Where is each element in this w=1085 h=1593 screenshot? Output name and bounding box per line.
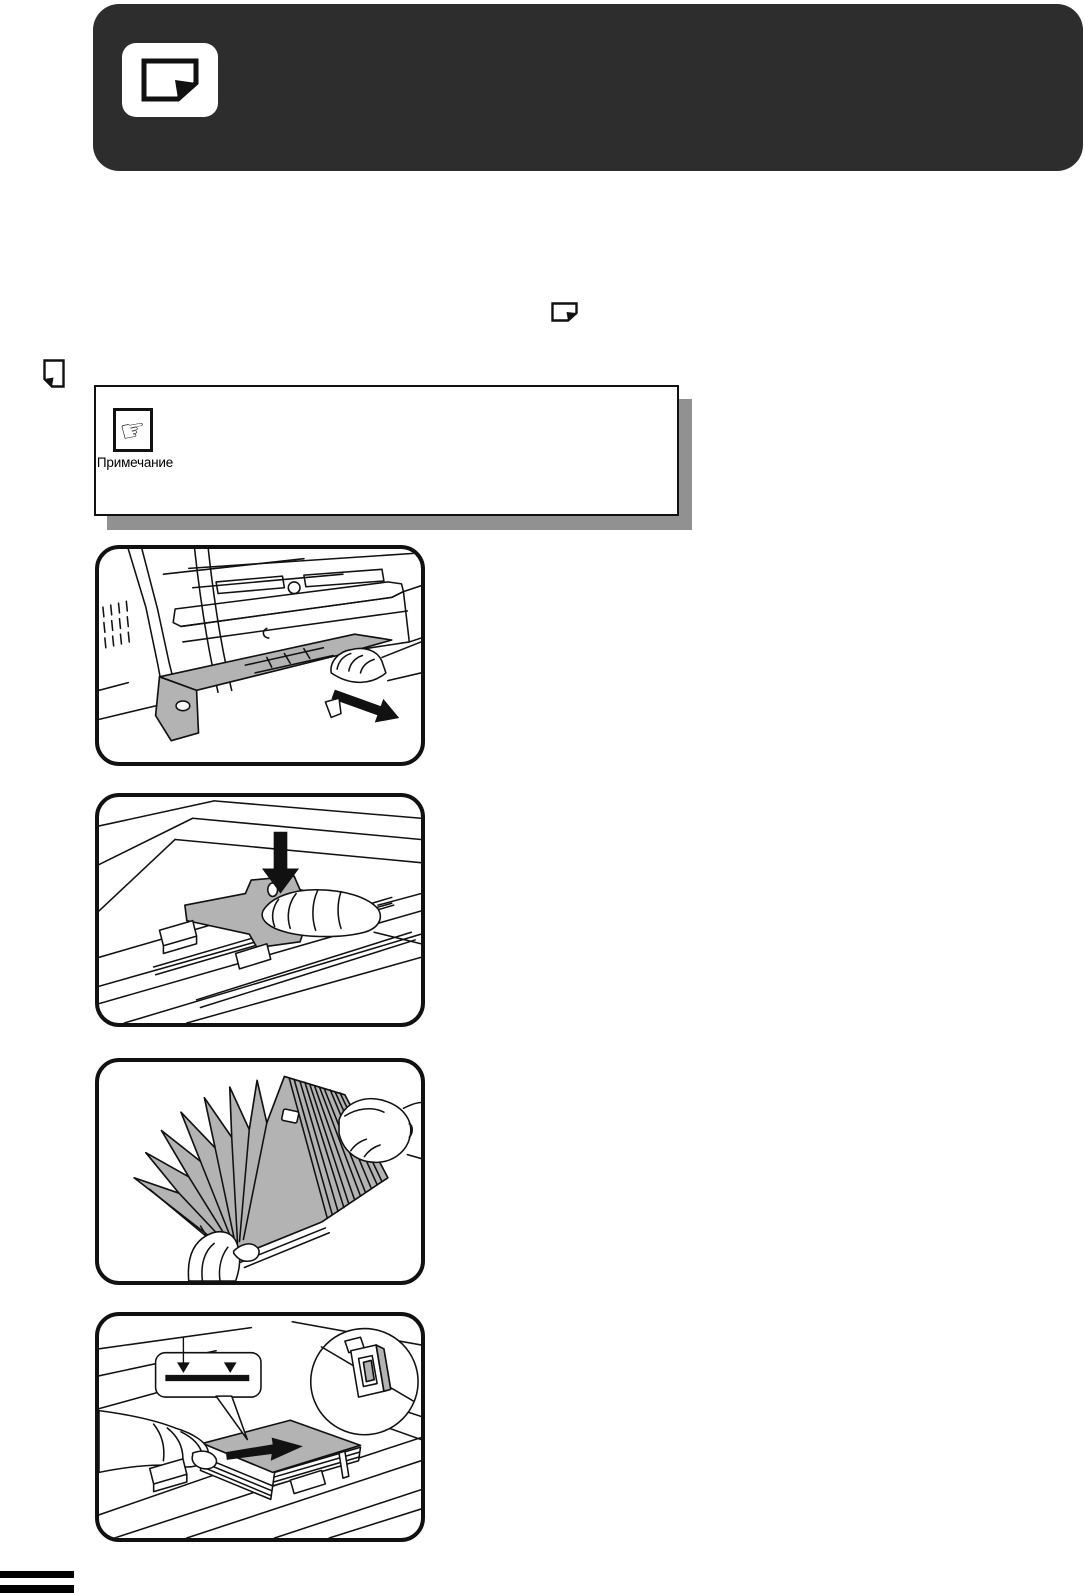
line-art-pull-out-tray bbox=[99, 549, 421, 762]
folded-page-glyph bbox=[140, 57, 200, 103]
line-art-press-plate bbox=[99, 797, 421, 1023]
page-marker-bar bbox=[0, 1585, 74, 1593]
thumb-notch bbox=[281, 1109, 299, 1124]
line-art-fan-paper bbox=[99, 1062, 421, 1281]
pull-direction-arrow bbox=[332, 690, 400, 723]
pointing-hand-glyph: ☞ bbox=[117, 410, 149, 449]
copier-body bbox=[99, 549, 421, 719]
arrow-tail-flag bbox=[325, 698, 341, 717]
paper-stack bbox=[200, 1420, 360, 1499]
folded-page-icon bbox=[122, 43, 218, 117]
note-label: Примечание bbox=[96, 455, 174, 470]
illustration-press-plate bbox=[95, 793, 425, 1027]
paper-limit-callout bbox=[156, 1337, 261, 1439]
chapter-header-bar bbox=[93, 4, 1083, 171]
folded-page-landscape-icon bbox=[551, 302, 578, 322]
max-level-line bbox=[165, 1375, 249, 1381]
line-art-load-paper bbox=[99, 1316, 421, 1538]
illustration-fan-paper bbox=[95, 1058, 425, 1285]
left-hand bbox=[99, 1411, 216, 1473]
magnifier-detail bbox=[311, 1329, 418, 1435]
illustration-load-paper bbox=[95, 1312, 425, 1542]
pointing-hand-icon bbox=[113, 408, 153, 452]
illustration-pull-out-tray bbox=[95, 545, 425, 766]
note-box bbox=[94, 385, 679, 516]
page-marker-bar bbox=[0, 1571, 74, 1578]
right-hand bbox=[339, 1099, 421, 1163]
folded-page-portrait-icon bbox=[43, 359, 65, 388]
